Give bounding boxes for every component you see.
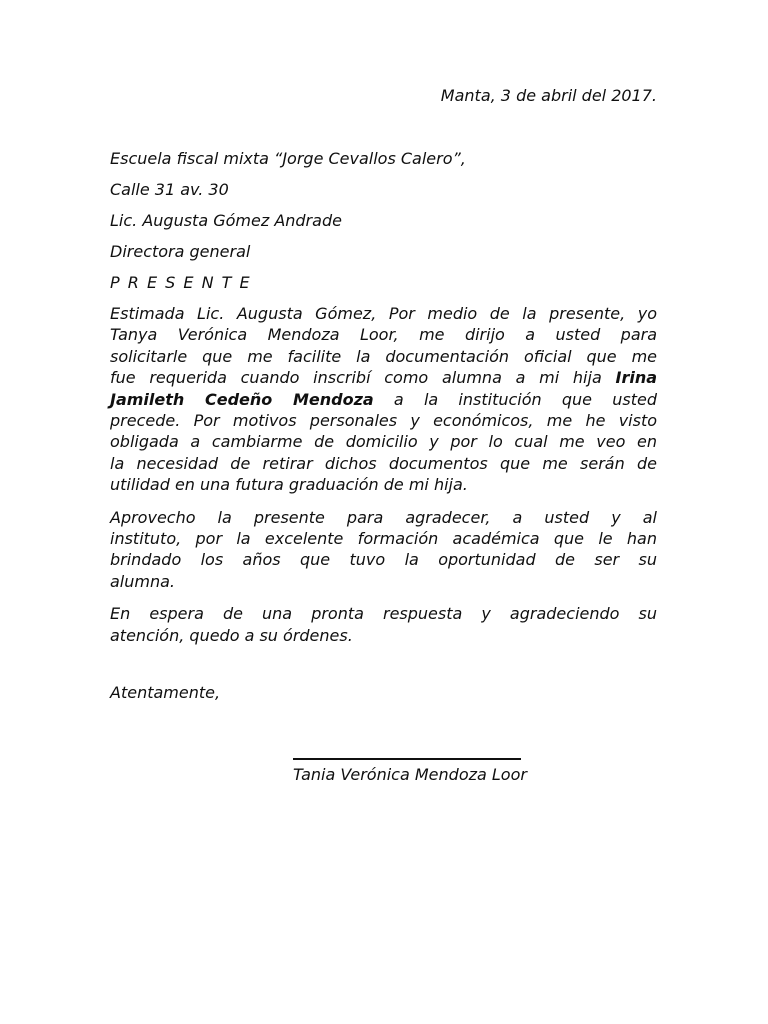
paragraph-line: precede. Por motivos personales y económicos, me he visto xyxy=(110,411,657,431)
body-paragraph-2 xyxy=(110,507,657,593)
paragraph-line: atención, quedo a su órdenes. xyxy=(110,625,353,645)
paragraph-line xyxy=(110,367,657,388)
recipient-school-line: Escuela fiscal mixta “Jorge Cevallos Calero”, xyxy=(110,149,466,168)
signature-name: Tania Verónica Mendoza Loor xyxy=(293,765,527,785)
recipient-street-line: Calle 31 av. 30 xyxy=(110,180,229,199)
paragraph-line: solicitarle que me facilite la documentación oficial que me xyxy=(110,346,657,366)
date-line: Manta, 3 de abril del 2017. xyxy=(440,86,657,105)
recipient-block xyxy=(110,148,657,293)
signature-rule xyxy=(293,758,521,760)
body-paragraph-1 xyxy=(110,303,657,496)
recipient-title-line: Directora general xyxy=(110,242,251,261)
paragraph-line: Aprovecho la presente para agradecer, a usted y al xyxy=(110,507,657,527)
signature-block xyxy=(293,758,657,785)
paragraph-line: alumna. xyxy=(110,571,176,591)
bold-daughter-name: Jamileth Cedeño Mendoza xyxy=(110,389,374,409)
recipient-name-line: Lic. Augusta Gómez Andrade xyxy=(110,211,342,230)
closing-line: Atentamente, xyxy=(110,683,221,703)
presente-line: P R E S E N T E xyxy=(110,273,252,292)
paragraph-line: la necesidad de retirar dichos documentos que me serán de xyxy=(110,453,657,473)
paragraph-line: obligada a cambiarme de domicilio y por lo cual me veo en xyxy=(110,432,657,452)
paragraph-line: Tanya Verónica Mendoza Loor, me dirijo a usted para xyxy=(110,325,657,345)
paragraph-line: brindado los años que tuvo la oportunidad de ser su xyxy=(110,550,657,570)
paragraph-line: Estimada Lic. Augusta Gómez, Por medio de la presente, yo xyxy=(110,304,657,323)
paragraph-line xyxy=(110,389,657,410)
paragraph-line: instituto, por la excelente formación académica que le han xyxy=(110,529,657,549)
paragraph-line: En espera de una pronta respuesta y agradeciendo su xyxy=(110,604,657,624)
paragraph-line: utilidad en una futura graduación de mi hija. xyxy=(110,475,468,495)
body-paragraph-3 xyxy=(110,603,657,646)
paragraph-text: a la institución que usted xyxy=(373,389,657,409)
paragraph-text: fue requerida cuando inscribí como alumna a mi hija xyxy=(110,368,616,388)
bold-daughter-name: Irina xyxy=(615,368,657,388)
